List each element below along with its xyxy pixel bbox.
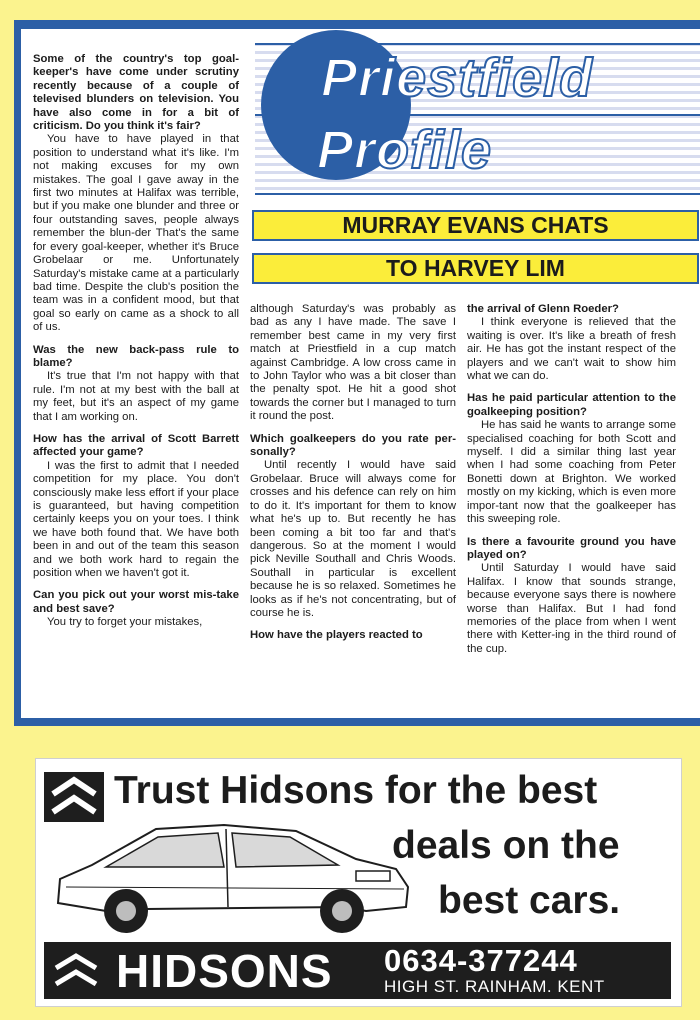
advert-phone-number: 0634-377244	[384, 943, 578, 978]
frame-bottom-bar	[14, 718, 700, 726]
interview-answer: It's true that I'm not happy with that rule. I'm not at my best with the ball at my feet, but it's an aspect of my game that I am working on.	[33, 370, 239, 423]
article-column-3	[467, 303, 676, 656]
interview-question: Some of the country's top goal-keeper's have come under scrutiny recently because of a couple of televised blunders on television. You have also come in for a bit of criticism. Do you think it's fair?	[33, 53, 239, 133]
interview-question: Is there a favourite ground you have played on?	[467, 535, 676, 561]
car-illustration	[46, 807, 416, 939]
interview-answer: I was the first to admit that I needed competition for my place. You don't consciously make less effort if your place is guaranteed, but having competition certainly keeps you on your toes. I think we have both found that. We have both been in and out of the team this season and we both work hard to regain the position when we haven't got it.	[33, 459, 239, 580]
headline-line1: MURRAY EVANS CHATS	[252, 210, 699, 241]
masthead-title-line1: Priestfield	[321, 48, 594, 108]
interview-answer: Until recently I would have said Grobelaar. Bruce will always come for crosses and his defence can rely on him to do it. It's important for them to know what he's up to. But recently he has been coming a bit too far and that's dangerous. So at the moment I would pick Neville Southall and Chris Woods. Southall in particular is excellent because he is so relaxed. Sometimes he looks as if he's not concentrating, but of course he is.	[250, 459, 456, 619]
interview-answer: I think everyone is relieved that the waiting is over. It's like a breath of fresh air. He has got the instant respect of the players and we can't wait to show him what we can do.	[467, 316, 676, 383]
advert-footer-bar	[44, 942, 671, 999]
masthead-title-line2: Profile	[317, 120, 493, 180]
interview-question: How have the players reacted to	[250, 629, 423, 642]
article-panel	[21, 29, 700, 718]
interview-answer: You try to forget your mistakes,	[47, 616, 203, 629]
frame-left-bar	[14, 20, 21, 725]
article-column-1	[33, 53, 239, 630]
article-column-2	[250, 303, 456, 643]
interview-question: Which goalkeepers do you rate per-sonally?	[250, 432, 456, 459]
masthead-rule	[255, 193, 700, 195]
advert-address: HIGH ST. RAINHAM. KENT	[384, 977, 605, 996]
hidsons-advert	[35, 758, 682, 1007]
interview-question: the arrival of Glenn Roeder?	[467, 303, 619, 315]
interview-answer: He has said he wants to arrange some specialised coaching for both Scott and myself. I did a similar thing last year when I had some coaching from Peter Bonetti down at Brighton. We worked mostly on my kicking, which is even more impor-tant now that the goalkeeper has this sweeping role.	[467, 419, 676, 526]
interview-answer: Until Saturday I would have said Halifax. I know that sounds strange, because everyone says there is nowhere worse than Halifax. But I had fond memories of the place from when I went there with Ketter-ing in the third round of the cup.	[467, 562, 676, 655]
interview-question: How has the arrival of Scott Barrett affected your game?	[33, 432, 239, 459]
interview-question: Was the new back-pass rule to blame?	[33, 343, 239, 369]
headline-line2: TO HARVEY LIM	[252, 253, 699, 284]
advert-tagline-line2: deals on the	[392, 824, 620, 867]
interview-question: Has he paid particular attention to the goalkeeping position?	[467, 392, 676, 418]
interview-answer: although Saturday's was probably as bad as any I have made. The save I remember best came in my very first match at Priestfield in a cup match against Cambridge. A low cross came in to John Taylor who was a bit closer than the penalty spot. He hit a good shot towards the corner but I managed to turn it round the post.	[250, 303, 456, 423]
interview-answer: You have to have played in that position to understand what it's like. I'm not making excuses for my own mistakes. The goal I gave away in the first two minutes at Halifax was terrible, but if you make one blunder and three or four outstanding saves, people always remember the blun-der That's the same for every goal-keeper, whether it's Bruce Grobelaar or me. Unfortunately Saturday's mistake came at a particularly bad time. Despite the club's position the team was in a confident mood, but that goal so early on came as a shock to all of us.	[33, 133, 239, 334]
advert-brand-name: HIDSONS	[116, 945, 333, 997]
advert-tagline-line3: best cars.	[438, 879, 621, 922]
chevron-logo-icon	[50, 948, 102, 992]
interview-question: Can you pick out your worst mis-take and best save?	[33, 589, 239, 615]
advert-tagline-line1: Trust Hidsons for the best	[114, 769, 598, 812]
frame-top-bar	[14, 20, 700, 29]
